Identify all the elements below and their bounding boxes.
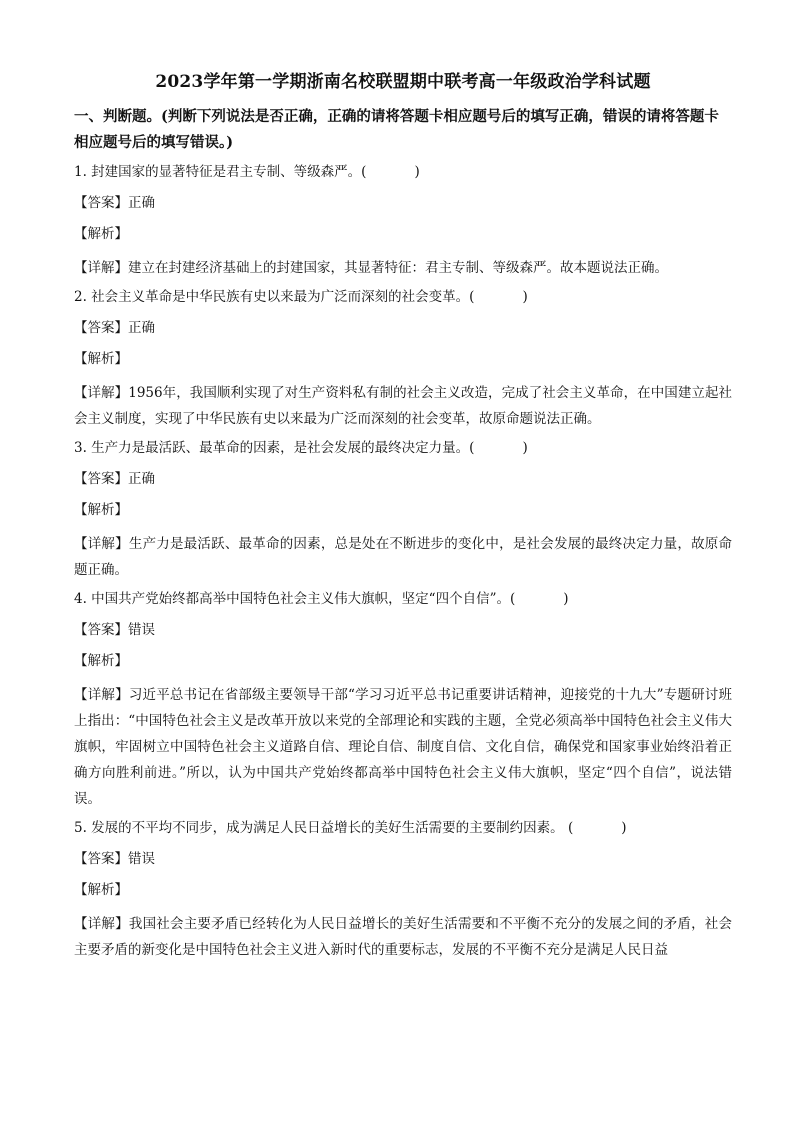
question-stem-2: 2. 社会主义革命是中华民族有史以来最为广泛而深刻的社会变革。( ) <box>74 289 528 305</box>
answer-tag: 【答案】 <box>74 195 128 211</box>
detail-tag: 【详解】 <box>74 260 128 276</box>
analysis-tag: 【解析】 <box>74 653 128 669</box>
analysis-line-2 <box>74 349 732 369</box>
answer-value: 正确 <box>128 195 155 211</box>
detail-text: 习近平总书记在省部级主要领导干部“学习习近平总书记重要讲话精神，迎接党的十九大”专题研讨班上指出：“中国特色社会主义是改革开放以来党的全部理论和实践的主题，全党必须高举中国特色社会主义伟大旗帜，牢固树立中国特色社会主义道路自信、理论自信、制度自信、文化自信，确保党和国家事业始终沿着正确方向胜利前进。”所以，认为中国共产党始终都高举中国特色社会主义伟大旗帜，坚定“四个自信”，说法错误。 <box>74 687 732 807</box>
answer-line-1 <box>74 193 732 213</box>
detail-para-3 <box>74 531 732 583</box>
analysis-line-5 <box>74 880 732 900</box>
analysis-tag: 【解析】 <box>74 502 128 518</box>
detail-tag: 【详解】 <box>74 536 129 552</box>
detail-text: 建立在封建经济基础上的封建国家，其显著特征：君主专制、等级森严。故本题说法正确。 <box>128 260 668 276</box>
question-stem-1: 1. 封建国家的显著特征是君主专制、等级森严。( ) <box>74 164 420 180</box>
analysis-line-4 <box>74 651 732 671</box>
analysis-tag: 【解析】 <box>74 351 128 367</box>
analysis-line-1 <box>74 224 732 244</box>
detail-text: 生产力是最活跃、最革命的因素，总是处在不断进步的变化中，是社会发展的最终决定力量，故原命题正确。 <box>74 536 733 578</box>
answer-value: 正确 <box>128 320 155 336</box>
answer-tag: 【答案】 <box>74 622 128 638</box>
answer-value: 正确 <box>128 471 155 487</box>
page-title: 2023学年第一学期浙南名校联盟期中联考高一年级政治学科试题 <box>155 72 651 92</box>
answer-line-2 <box>74 318 732 338</box>
question-stem-4: 4. 中国共产党始终都高举中国特色社会主义伟大旗帜，坚定“四个自信”。( ) <box>74 591 569 607</box>
detail-tag: 【详解】 <box>74 916 129 932</box>
detail-para-1 <box>74 255 732 281</box>
section-heading: 一、判断题。(判断下列说法是否正确，正确的请将答题卡相应题号后的填写正确，错误的请将答题卡相应题号后的填写错误。) <box>74 108 719 151</box>
question-stem-3: 3. 生产力是最活跃、最革命的因素，是社会发展的最终决定力量。( ) <box>74 440 528 456</box>
detail-tag: 【详解】 <box>74 687 129 703</box>
detail-text: 1956年，我国顺利实现了对生产资料私有制的社会主义改造，完成了社会主义革命，在中国建立起社会主义制度，实现了中华民族有史以来最为广泛而深刻的社会变革，故原命题说法正确。 <box>74 385 733 427</box>
answer-line-5 <box>74 849 732 869</box>
analysis-line-3 <box>74 500 732 520</box>
answer-tag: 【答案】 <box>74 320 128 336</box>
detail-para-5 <box>74 911 732 963</box>
detail-para-4 <box>74 682 732 812</box>
answer-tag: 【答案】 <box>74 471 128 487</box>
answer-tag: 【答案】 <box>74 851 128 867</box>
detail-para-2 <box>74 380 732 432</box>
analysis-tag: 【解析】 <box>74 226 128 242</box>
detail-text: 我国社会主要矛盾已经转化为人民日益增长的美好生活需要和不平衡不充分的发展之间的矛盾，社会主要矛盾的新变化是中国特色社会主义进入新时代的重要标志，发展的不平衡不充分是满足人民日益 <box>74 916 733 958</box>
answer-value: 错误 <box>128 851 155 867</box>
answer-line-3 <box>74 469 732 489</box>
detail-tag: 【详解】 <box>74 385 129 401</box>
answer-value: 错误 <box>128 622 155 638</box>
answer-line-4 <box>74 620 732 640</box>
analysis-tag: 【解析】 <box>74 882 128 898</box>
question-stem-5: 5. 发展的不平均不同步，成为满足人民日益增长的美好生活需要的主要制约因素。 ( ) <box>74 820 627 836</box>
